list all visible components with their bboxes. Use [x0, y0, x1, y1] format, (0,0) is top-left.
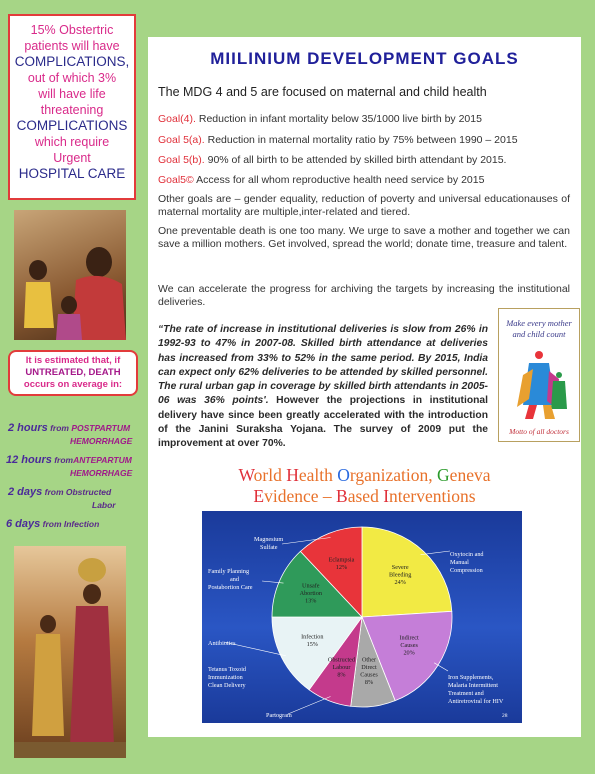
- motto-line: Make every mother: [506, 318, 572, 328]
- mother-child-logo: [499, 309, 579, 441]
- pie-slice-label: Eclampsia 12%: [328, 556, 355, 571]
- goal-tag: Goal 5(a).: [158, 134, 205, 146]
- death-stat-item: [0, 514, 148, 532]
- intervention-label: Partogram: [266, 712, 292, 719]
- heading-word: ased: [347, 486, 384, 506]
- stat-line: HOSPITAL CARE: [18, 166, 126, 181]
- pie-chart-svg: [202, 511, 522, 723]
- mdg-subtitle: The MDG 4 and 5 are focused on maternal and child health: [158, 85, 487, 99]
- goal-text: 90% of all birth to be attended by skilled birth attendant by 2015.: [204, 154, 507, 166]
- heading-letter: B: [336, 486, 348, 506]
- death-box-line: It is estimated that, if: [25, 355, 121, 366]
- death-box-line: UNTREATED, DEATH: [25, 367, 121, 378]
- pie-slice-label: Infection 15%: [301, 633, 324, 649]
- motto-line: and child count: [512, 329, 566, 339]
- heading-word: vidence –: [264, 486, 337, 506]
- pie-slice-label: Indirect Causes 20%: [399, 634, 419, 657]
- death-stat-cause: ANTEPARTUM: [73, 455, 132, 465]
- death-stat-item: [0, 418, 148, 446]
- goal-text: Reduction in infant mortality below 35/1000 live birth by 2015: [195, 113, 482, 125]
- photo-illustration: [14, 546, 126, 758]
- pie-slice-label: Other Direct Causes 8%: [360, 656, 378, 686]
- leader-line: [288, 696, 331, 714]
- other-goals-paragraph: Other goals are – gender equality, reduction of poverty and universal educationauses of maternal mortality are multiple,inter-related and tiered.: [158, 193, 570, 218]
- death-stat-prefix: from Infection: [40, 519, 100, 529]
- who-heading-line2: [148, 486, 581, 507]
- intervention-label: Antibiotics: [208, 640, 236, 647]
- who-heading-line1: [148, 465, 581, 486]
- pie-slice-label: Unsafe Abortion 13%: [299, 582, 322, 605]
- heading-word: rganization,: [349, 465, 438, 485]
- death-stat-cause: HEMORRHAGE: [70, 468, 133, 478]
- death-stat-cause: POSTPARTUM: [71, 423, 131, 433]
- stat-line: patients will have: [24, 39, 120, 53]
- preventable-death-paragraph: One preventable death is one too many. We urge to save a mother and together we can save a million mothers. Get involved, spread the world; donate time, treasure and talent.: [158, 225, 570, 250]
- death-stat-prefix: from: [51, 455, 74, 465]
- death-stat-time: 2 days: [8, 486, 43, 498]
- slide-number: 28: [502, 713, 508, 719]
- goal-tag: Goal5©: [158, 174, 194, 186]
- heading-letter: H: [286, 465, 299, 485]
- stat-line: out of which 3%: [27, 71, 117, 85]
- heading-letter: W: [238, 465, 254, 485]
- death-stat-cause: HEMORRHAGE: [70, 436, 133, 446]
- death-stat-time: 2 hours: [8, 422, 48, 434]
- goal-item: [158, 174, 484, 186]
- death-stat-prefix: from Obstructed: [42, 487, 112, 497]
- death-stat-item: [0, 450, 148, 478]
- pie-slice-label: Severe Bleeding 24%: [389, 564, 412, 586]
- accelerate-progress-paragraph: We can accelerate the progress for archiving the targets by increasing the institutional deliveries.: [158, 283, 570, 308]
- heading-letter: I: [383, 486, 390, 506]
- mothers-children-photo: [14, 210, 126, 340]
- complications-stat-box: [8, 14, 136, 200]
- death-stat-time: 12 hours: [6, 454, 52, 466]
- pie-slice-label: Obstructed Labour 8%: [327, 656, 356, 679]
- heading-word: orld: [253, 465, 287, 485]
- photo-illustration: [14, 210, 126, 340]
- heading-letter: G: [437, 465, 450, 485]
- heading-letter: O: [337, 465, 350, 485]
- motto-caption: Motto of all doctors: [509, 427, 569, 436]
- goal-text: Reduction in maternal mortality ratio by 75% between 1990 – 2015: [204, 134, 518, 146]
- stat-line: COMPLICATIONS,: [14, 54, 130, 69]
- motto-box: [498, 308, 580, 442]
- intervention-label: Family Planning and Postabortion Care: [208, 568, 253, 591]
- heading-word: nterventions: [389, 486, 476, 506]
- stat-line: 15% Obstertric: [30, 23, 114, 37]
- stat-line: threatening: [40, 103, 104, 117]
- intervention-label: Magnesium Sulfate: [254, 536, 284, 551]
- goal-item: [158, 134, 518, 146]
- goal-tag: Goal(4).: [158, 113, 196, 125]
- quote-italic: “The rate of increase in institutional deliveries is slow from 26% in 1992-93 to 47% in 2007-08. Skilled birth attendance at deliveries has increased from 33% to 52% in the same period. By 2015, India can expect only 62% deliveries to be attended by skilled personnel. The rural urban gap in coverage by skilled birth attendants in 2005-06 was 36% points'.: [158, 324, 488, 407]
- stat-line: Urgent: [53, 151, 91, 165]
- quote-plain: However the projections in institutional delivery have since been greatly accelerated with the introduction of the Janini Suraksha Yojana. The survey of 2009 put the improvement at over 70%.: [158, 395, 488, 450]
- intervention-label: Iron Supplements, Malaria Intermittent Treatment and Antiretroviral for HIV: [448, 674, 504, 705]
- death-stat-item: [0, 482, 148, 510]
- sidebar: [0, 0, 148, 774]
- goal-item: [158, 113, 482, 125]
- death-stat-time: 6 days: [6, 518, 41, 530]
- death-stat-prefix: from: [47, 423, 72, 433]
- women-carrying-water-photo: [14, 546, 126, 758]
- main-panel: [148, 37, 581, 737]
- stat-line: which require: [34, 135, 110, 149]
- intervention-label: Tetanus Toxoid Immunization Clean Delivery: [208, 666, 247, 689]
- maternal-death-causes-chart: [202, 511, 522, 723]
- untreated-death-box: [8, 350, 138, 396]
- who-heading: [148, 465, 581, 507]
- heading-word: eneva: [449, 465, 491, 485]
- heading-word: ealth: [298, 465, 338, 485]
- death-stat-cause: Labor: [92, 500, 116, 510]
- death-box-line: occurs on average in:: [23, 379, 123, 390]
- goal-tag: Goal 5(b).: [158, 154, 205, 166]
- heading-letter: E: [253, 486, 265, 506]
- stat-line: will have life: [38, 87, 106, 101]
- goal-item: [158, 154, 506, 166]
- stat-line: COMPLICATIONS: [16, 118, 128, 133]
- institutional-deliveries-quote: [158, 323, 488, 452]
- page-title: MIILINIUM DEVELOPMENT GOALS: [210, 49, 519, 68]
- intervention-label: Oxytocin and Manual Compression: [450, 551, 484, 574]
- goal-text: Access for all whom reproductive health need service by 2015: [193, 174, 485, 186]
